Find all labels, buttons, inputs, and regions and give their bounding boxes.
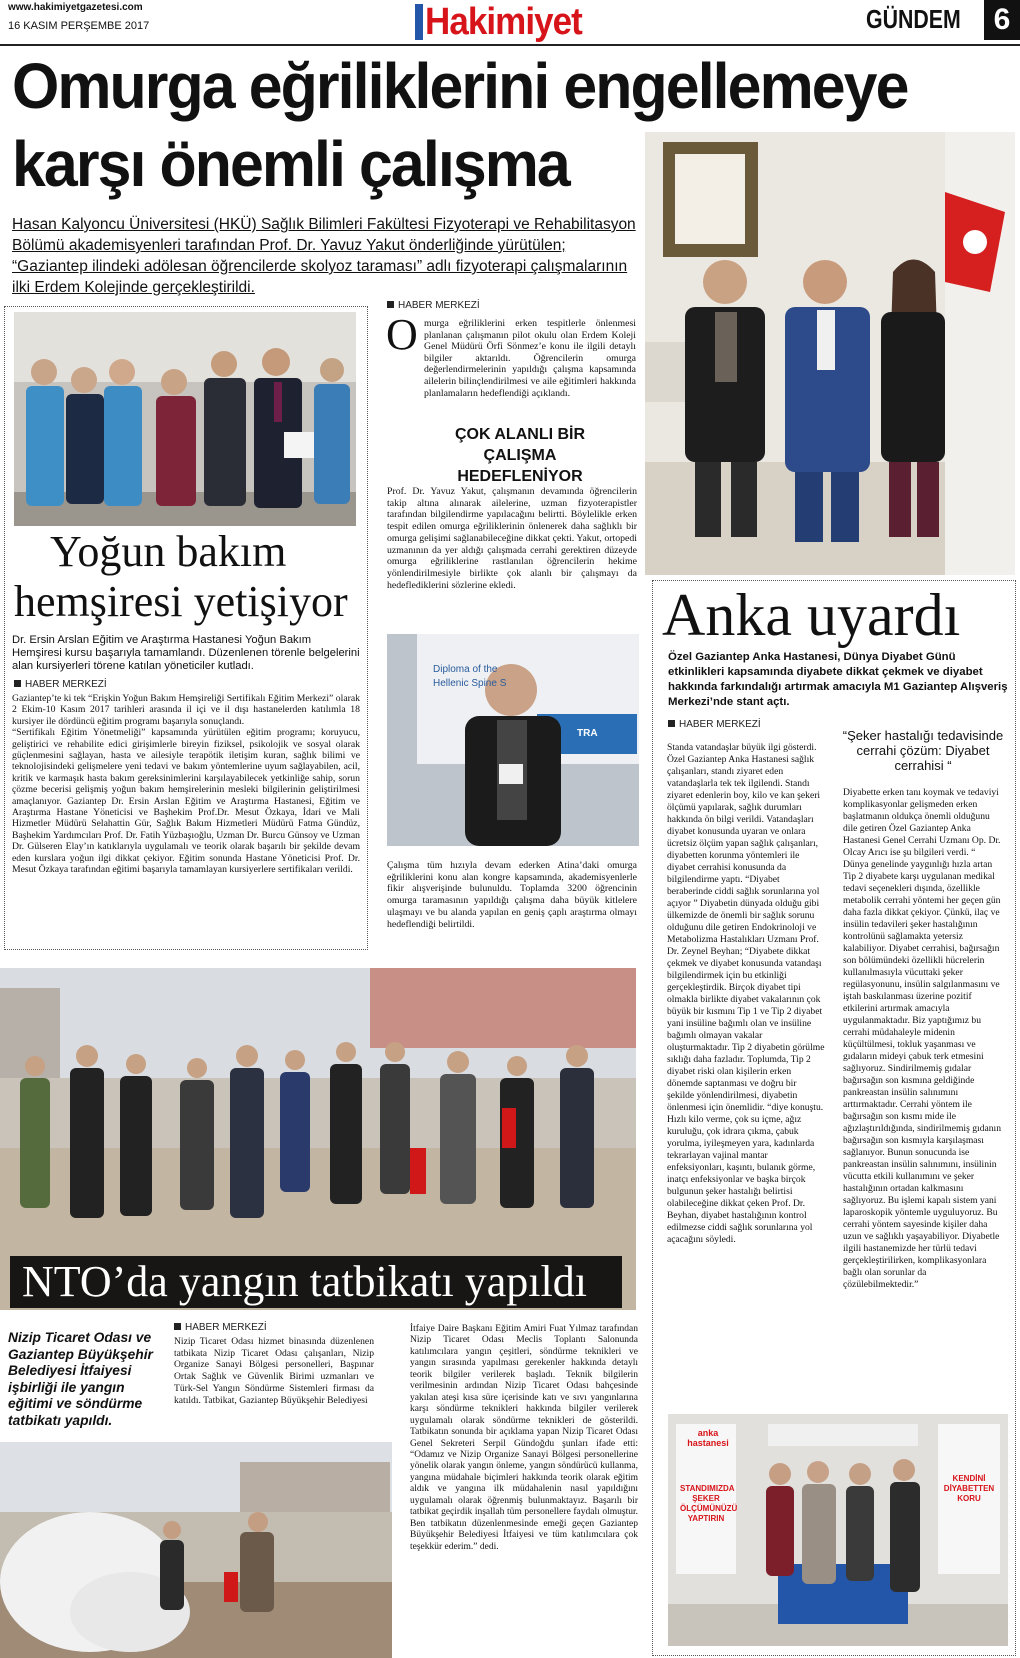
anka-col-2: Diyabette erken tanı koymak ve tedaviyi komplikasyonlar gelişmeden erken başlatmanın oldukça önemli olduğunu dile getiren Özel Gaziantep Anka Hastanesi Genel Cerrahi Uzmanı Op. Dr. Olcay Arıcı ise şu bilgileri verdi. “ Dünya genelinde yaygınlığı hızla artan Tip 2 diyabete karşı uygulanan medikal tedavi seçenekleri dışında, özellikle metabolik cerrahi yöntemi her geçen gün daha fazla dikkat çekiyor. Çünkü, ilaç ve insülin tedavileri şeker hastalığının kontrolünü sağlamakta yetersiz kalabiliyor. Diyabet cerrahisi, bağırsağın son bölümündeki özellikli hücrelerin kullanılmasıyla vücuttaki şeker regülasyonunu, insülin salgılanmasını ve iştah baskılanması üzerine pozitif etkilerini artırmak amacıyla uygulanmaktadır. Biz yaptığımız bu cerrahi müdahaleyle midenin küçültülmesi, tokluk yaşanması ve gıdaların mideyi çabuk terk etmesini sağlıyoruz. Sindirilmemiş gıdalar bağırsağın son kısmına geldiğinde pankreastan insülin salınımını arttırmaktadır. Cerrahi yöntem ile bağırsağın son kısmı mide ile ağızlaştırıldığında, sindirilmemiş gıdanın bağırsağın son kısmıyla karşılaşması sağlanıyor. Bunun sonucunda ise pankreastan insülin salınımını, insülinin vücutta etkili kullanımını ve şeker hastalığının ortadan kalkmasını sağlıyoruz. Bu işlemi kapalı sistem yani laparoskopik yöntemle uyguluyoruz. Bu cerrahi yöntem sayesinde kişiler daha uzun ve sağlıklı yaşayabiliyor. Diyabetle ilgili hastanemizde her türlü tedavi gerçekleştirilirken, komplikasyonlara bağlı olan sorunlar da çözülebilmektedir.” [843, 787, 1002, 1290]
fire-col-2: İtfaiye Daire Başkanı Eğitim Amiri Fuat Yılmaz tarafından Nizip Ticaret Odası Meclis Toplantı Salonunda katılımcılara yangın çeşitleri, söndürme teknikleri ve yangın sırasında yapılması gerekenler hakkında detaylı teorik bilgiler verilerek başladı. Teknik bilgilerin verilmesinin ardından Nizip Ticaret Odası bahçesinde yakılan ateşi kısa süre içerisinde katı ve sıvı yangınlarına karşı söndürme teknikleri hakkında bilgiler verilerek uygulamalı olarak söndürme teknikleri de gösterildi. Tatbikatın sonunda bir açıklama yapan Nizip Ticaret Odası Genel Sekreteri Serpil Gündoğdu şunları ifade etti: “Odamız ve Nizip Organize Sanayi Bölgesi personellerine yönelik olarak yangın önleme, yangın söndürücü kullanma, yangına müdahale biçimleri hakkında teorik olarak eğitim aldık ve yangına ilk müdahalenin nasıl yapıldığını uygulamalı olarak öğrenmiş bulunmaktayız. Başarılı bir tatbikat geçirdik inşallah tüm personellere faydalı olmuştur. Ben tatbikatın düzenlenmesinde emeği geçen Gaziantep Büyükşehir Belediyesi İtfaiyesi ve tüm katılımcılara çok teşekkür ederim.” dedi. [410, 1324, 638, 1552]
section-name: GÜNDEM [866, 4, 961, 34]
masthead-logo [415, 0, 605, 44]
photo-anka-stand [668, 1414, 1008, 1646]
nurse-para-1: Gaziantep’te ki tek “Erişkin Yoğun Bakım Hemşireliği Sertifikalı Eğitim Merkezi” olarak 2 Ekim-10 Kasım 2017 tarihleri arasında il içi ve il dışı hastanelerden katılımla 18 kursiyer ile dördüncü eğitim programı başarıyla sonuçlandı. [12, 693, 360, 727]
anka-headline: Anka uyardı [662, 582, 961, 648]
photo-prof-yakut [387, 634, 639, 846]
page-number: 6 [993, 3, 1011, 36]
nurse-headline-line1: Yoğun bakım [50, 527, 287, 576]
photo-anka-stand-graphic [668, 1414, 1008, 1646]
stand-sign-left: STANDIMIZDA ŞEKER ÖLÇÜMÜNÜZÜ YAPTIRIN [680, 1484, 738, 1523]
fire-deck: Nizip Ticaret Odası ve Gaziantep Büyükşehir Belediyesi İtfaiyesi işbirliği ile yangın eğitimi ve söndürme tatbikatı yapıldı. [8, 1330, 153, 1428]
stand-sign-right: KENDİNİ DİYABETTEN KORU [943, 1474, 995, 1503]
issue-date: 16 KASIM PERŞEMBE 2017 [8, 20, 150, 32]
anka-byline: HABER MERKEZİ [668, 719, 761, 730]
main-para-3: Çalışma tüm hızıyla devam ederken Atina’daki omurga eğriliklerini konu alan kongre kapsamında, akademisyenlerle fikir alışverişinde bulunuldu. Toplamda 3200 öğrencinin omurga taramasının yapıldığı çalışma daha büyük kitlelere ulaşmayı ve bu alanda yapılan en geniş çaplı araştırma olmayı hedeflendiği belirtildi. [387, 860, 637, 930]
photo-fire-extinguish [0, 1442, 392, 1658]
fire-byline: HABER MERKEZİ [174, 1322, 267, 1333]
poster-line-1: Diploma of the [433, 664, 498, 675]
anka-col-1: Standa vatandaşlar büyük ilgi gösterdi. Özel Gaziantep Anka Hastanesi sağlık çalışanları, standı ziyaret eden vatandaşlarla tek tek ilgilendi. Standı ziyaret edenlerin boy, kilo ve kan şekeri ölçümü yapılarak, sağlık durumları hakkında ön bilgi verildi. Vatandaşları diyabet konusunda uyaran ve onlara ücretsiz ölçüm yapan sağlık çalışanları, diyabetten korunma yöntemleri ile diyabet cerrahisi konusunda da bilgilendirme yaptı. “Diyabet beraberinde ciddi sağlık sorunlarına yol açıyor ” Diyabetin dünyada olduğu gibi ülkemizde de önemli bir sağlık sorunu olduğunu dile getiren Endokrinoloji ve Metabolizma Hastalıkları Uzmanı Prof. Dr. Zeynel Beyhan; “Diyabete dikkat çekmek ve diyabet konusunda vatandaşı bilgilendirmek için bu etkinliği gerçekleştirdik. Birçok diyabet tipi olmakla birlikte diyabet vakalarının çok büyük bir kısmını Tip 1 ve Tip 2 diyabet yani insüline bağımlı olan ve insüline bağımlı olmayan vakalar oluşturmaktadır. Tip 2 diyabetin görülme sıklığı daha fazladır. Toplumda, Tip 2 diyabet riski olan kişilerin erken dönemde saptanması ve doğru bir şekilde yönlendirilmesi, diyabetin önlenmesi için önemlidir. “diye konuştu. Hızlı kilo verme, çok su içme, ağız kuruluğu, çok idrara çıkma, çabuk yorulma, iyileşmeyen yara, kadınlarda tekrarlayan vajinal mantar enfeksiyonları, kaşıntı, bulanık görme, inatçı enfeksiyonlar ve başka birçok bulgunun şeker hastalığı belirtisi olabileceğine dikkat çeken Prof. Dr. Beyhan, diyabet hastalığının kontrol edilmezse ciddi sağlık sorunlarına yol açacağını söyledi. [667, 742, 825, 1245]
main-dropcap: O [386, 310, 418, 359]
nurse-byline: HABER MERKEZİ [14, 679, 107, 690]
main-para-2: Prof. Dr. Yavuz Yakut, çalışmanın devamında öğrencilerin takip altına alınarak ailelerine, uzman fizyoterapistler tarafından bilgilendirme yapılacağını belirtti. Böylelikle erken tespit edilen omurga eğriliklerinin önlenerek daha sağlıklı bir omurga gelişimi sağlanabileceğine dikkat çekti. Yakut, ortopedi uzmanının da yer aldığı çalışmada cerrahi gerektiren düzeyde omurga eğriliklerine rastlanılan öğrencilerin hekime yönlendirilmesiyle birlikte çok alanlı bir çalışmayı da hedeflediklerini sözlerine ekledi. [387, 486, 637, 591]
photo-hku-visit [645, 132, 1015, 575]
fire-col-1: Nizip Ticaret Odası hizmet binasında düzenlenen tatbikata Nizip Ticaret Odası çalışanları, Nizip Organize Sanayi Bölgesi personelleri, Başpınar Ortak Sağlık ve Güvenlik Birimi uzmanları ve Türk-Sel Yangın Söndürme Sistemleri firması da katıldı. Tatbikat, Gaziantep Büyükşehir Belediyesi [174, 1336, 374, 1406]
anka-deck: Özel Gaziantep Anka Hastanesi, Dünya Diyabet Günü etkinlikleri kapsamında diyabete dikkat çekmek ve diyabet hakkında farkındalığı artırmak amacıyla M1 Gaziantep Alışveriş Merkezi’nde stant açtı. [668, 651, 1008, 708]
main-headline-line2: karşı önemli çalışma [12, 128, 569, 200]
masthead-rule [0, 44, 1020, 46]
poster-line-2: Hellenic Spine S [433, 678, 507, 689]
poster-line-3: TRA [577, 728, 598, 739]
logo-text: Hakimiyet [425, 1, 582, 43]
nurse-headline-line2: hemşiresi yetişiyor [14, 577, 348, 626]
main-para-1: murga eğriliklerini erken tespitlerle önlenmesi planlanan çalışmanın pilot okulu olan Erdem Koleji Genel Müdürü Örfi Sönmez’e konu ile ilgili detaylı bilgiler aktarıldı. Öğrencilerin omurga değerlendirmelerinin yapıldığı çalışma kapsamında ailelerin bilinçlendirilmesi ve aile eğitimleri hakkında planlamaların hedeflendiği açıklandı. [424, 318, 636, 399]
photo-nurse-ceremony-graphic [14, 312, 356, 526]
website-url[interactable]: www.hakimiyetgazetesi.com [8, 2, 143, 13]
main-deck: Hasan Kalyoncu Üniversitesi (HKÜ) Sağlık Bilimleri Fakültesi Fizyoterapi ve Rehabilitasyon Bölümü akademisyenleri tarafından Prof. Dr. Yavuz Yakut önderliğinde yürütülen; “Gaziantep ilindeki adölesan öğrencilerde skolyoz taraması” adlı fizyoterapi çalışmalarının ilki Erdem Kolejinde gerçekleştirildi. [12, 216, 636, 296]
main-subhead: ÇOK ALANLI BİR ÇALIŞMA HEDEFLENİYOR [454, 426, 586, 485]
nurse-deck: Dr. Ersin Arslan Eğitim ve Araştırma Hastanesi Yoğun Bakım Hemşiresi kursu başarıyla tamamlandı. Düzenlenen törenle belgelerini alan kursiyerleri törene katılan yöneticiler kutladı. [12, 634, 360, 672]
page-number-box [984, 0, 1020, 40]
anka-pull-quote: “Şeker hastalığı tedavisinde cerrahi çözüm: Diyabet cerrahisi “ [842, 728, 1004, 773]
logo-blue-bar [415, 4, 423, 40]
main-headline-line1: Omurga eğriliklerini engellemeye [12, 50, 908, 122]
stand-sign-logo: anka hastanesi [687, 1428, 729, 1448]
photo-nurse-ceremony [14, 312, 356, 526]
photo-fire-extinguish-graphic [0, 1442, 392, 1658]
nurse-body [12, 693, 360, 876]
photo-hku-visit-graphic [645, 132, 1015, 575]
main-byline: HABER MERKEZİ [387, 300, 480, 311]
nurse-para-2: “Sertifikalı Eğitim Yönetmeliği” kapsamında yürütülen eğitim programı; koruyucu, geliştirici ve rehabilite edici girişimlerle bireyin fiziksel, psikolojik ve sosyal olarak güçlenmesini sağlayan, hasta ve ailesiyle terapötik iletişim kuran, sağlık bilimi ve teknolojisindeki gelişmelere yeni tedavi ve bakım yöntemlerine uyum sağlayabilen, acil, kritik ve karmaşık hasta bakım gereksinimlerini karşılayabilecek yetkinliğe sahip, sorun çözme becerisi gelişmiş yoğun bakım hemşirelerinin mesleki bilgilerinin geliştirilmesi amaçlanıyor. Gaziantep Dr. Ersin Arslan Eğitim ve Araştırma Hastanesi, Eğitim ve Araştırma Hastane Yöneticisi ve Başhekim Prof.Dr. Mesut Özkaya, İdari ve Mali Hizmetler Müdürü Selahattin Gür, Sağlık Bakım Hizmetleri Müdürü Fatma Gündüz, Başhekim Yardımcıları Prof. Dr. Fatih Yüzbaşıoğlu, Uzman Dr. Burcu Günsoy ve Uzman Dr. Gülseren Elay’ın katıklarıyla uygulamalı ve teorik olarak başarılı bir şekilde devam eden kurslara yoğun ilgi dikkat çekiyor. Eğitim sonunda Hastane Yöneticisi Prof. Dr. Mesut Özkaya tarafından eğitimi başarıyla tamamlayan kursiyerlere sertifikaları verildi. [12, 727, 360, 876]
photo-prof-yakut-graphic [387, 634, 639, 846]
fire-headline: NTO’da yangın tatbikatı yapıldı [22, 1257, 587, 1306]
